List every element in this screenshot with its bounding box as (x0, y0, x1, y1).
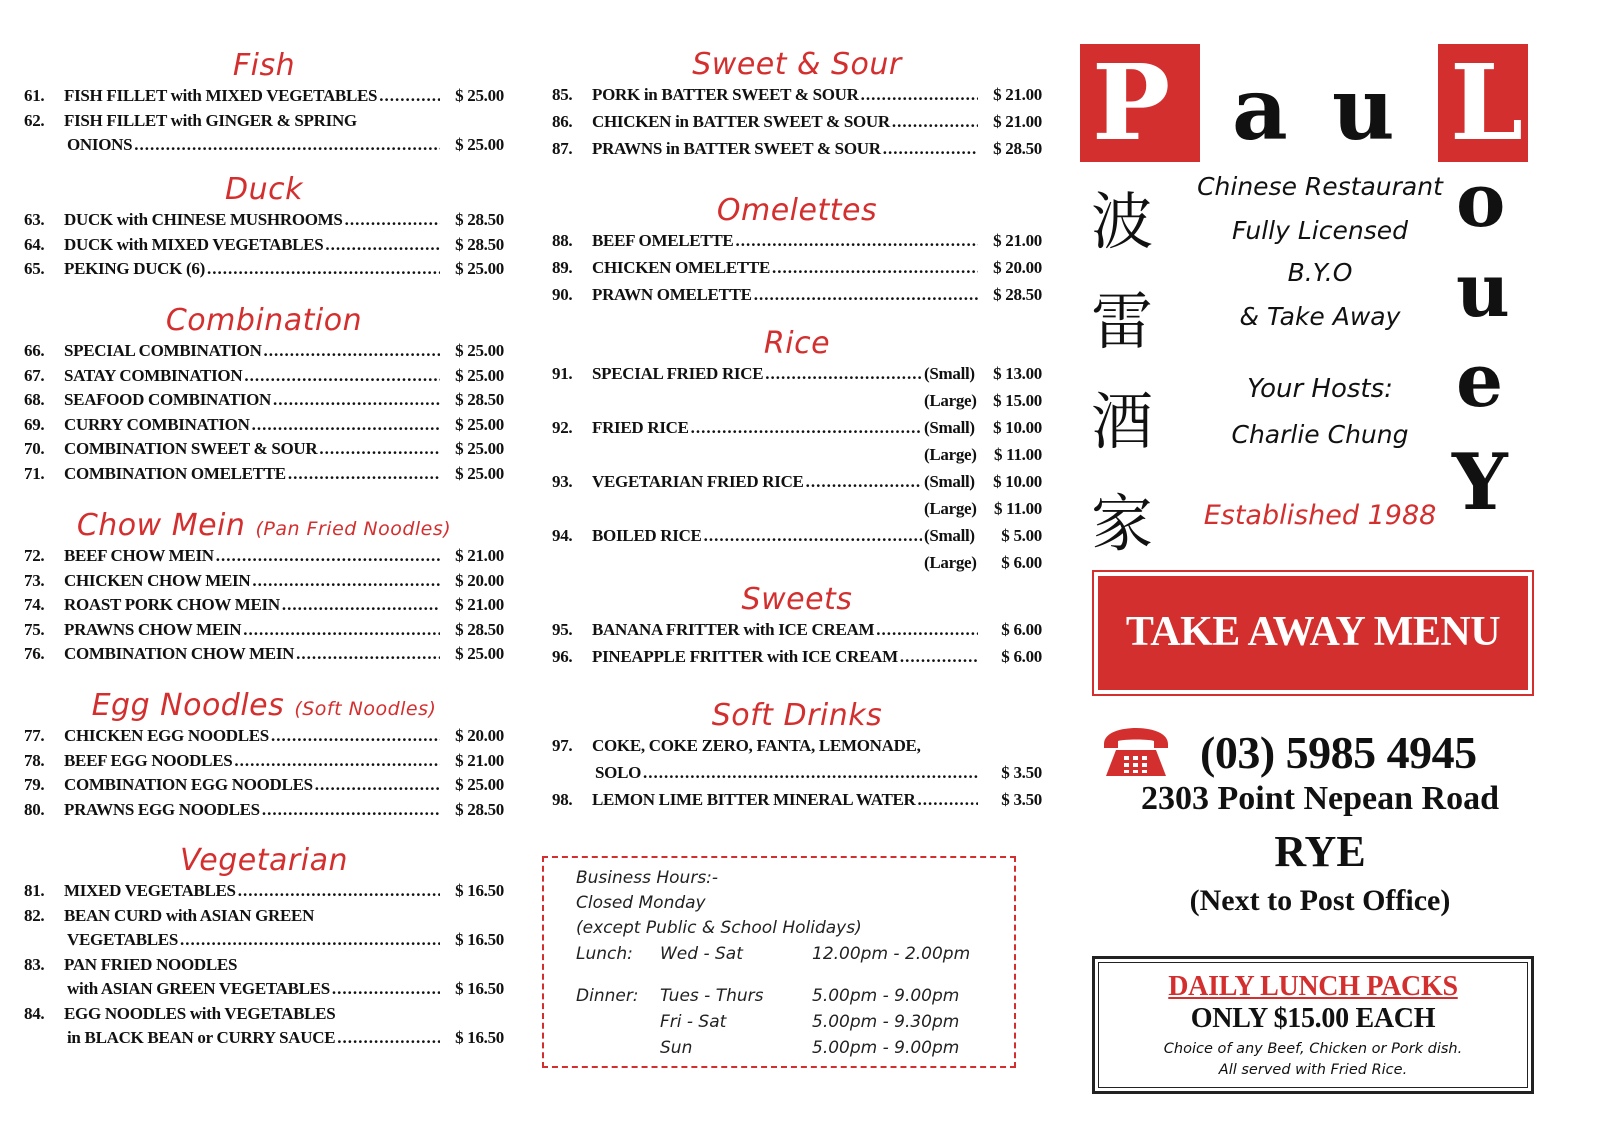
chinese-char: 波 (1090, 185, 1153, 258)
take-away-menu-banner (1092, 570, 1534, 696)
item-name: CURRY COMBINATION (64, 414, 250, 434)
leader-dots (772, 258, 978, 278)
item-name: LEMON LIME BITTER MINERAL WATER (592, 790, 916, 809)
leader-dots (207, 259, 440, 279)
item-price: $ 16.50 (455, 930, 504, 949)
item-price: $ 21.00 (455, 595, 504, 614)
phone-number[interactable]: (03) 5985 4945 (1200, 726, 1477, 778)
leader-dots (345, 210, 440, 230)
item-name: PRAWNS in BATTER SWEET & SOUR (592, 139, 881, 158)
item-price: $ 21.00 (993, 85, 1042, 104)
section-title: Duck (225, 172, 303, 207)
item-name: SPECIAL FRIED RICE (592, 364, 764, 383)
menu-item (24, 620, 504, 645)
hosts-label: Your Hosts: (1247, 374, 1393, 404)
leader-dots (325, 235, 440, 255)
menu-item (24, 800, 504, 825)
item-price: $ 20.00 (993, 258, 1042, 277)
leader-dots (216, 546, 440, 566)
brand-column (1090, 0, 1570, 1131)
hours-row (576, 941, 1014, 967)
item-price: $ 25.00 (455, 463, 504, 483)
item-price: $ 28.50 (455, 619, 504, 639)
menu-item (552, 258, 1042, 285)
item-number: 89. (552, 258, 573, 277)
item-size: (Small) (924, 472, 975, 491)
leader-dots (735, 231, 978, 251)
menu-item (24, 439, 504, 464)
item-name: EGG NOODLES with VEGETABLES (64, 1003, 336, 1023)
logo-letter-o: o (1456, 158, 1506, 244)
item-price: $ 25.00 (455, 414, 504, 434)
item-name: BEEF EGG NOODLES (64, 750, 233, 770)
section-title (24, 686, 504, 726)
section-soft-drinks (552, 696, 1042, 817)
logo-letter-a: a (1232, 59, 1288, 160)
item-number: 71. (24, 463, 45, 483)
section-title: Soft Drinks (711, 698, 883, 733)
item-number: 98. (552, 790, 573, 809)
hours-days: Wed - Sat (660, 944, 743, 964)
section-combination (24, 301, 504, 488)
section-title: Fish (232, 48, 296, 83)
hours-days: Fri - Sat (660, 1012, 727, 1032)
item-price: $ 6.00 (1001, 553, 1042, 572)
leader-dots (288, 464, 440, 484)
leader-dots (319, 439, 440, 459)
hours-row (576, 1009, 1014, 1035)
item-price: $ 28.50 (455, 390, 504, 409)
hours-label (576, 1009, 660, 1035)
menu-item (24, 341, 504, 366)
item-number: 61. (24, 86, 45, 105)
item-name: CHICKEN CHOW MEIN (64, 570, 251, 590)
menu-item (24, 1028, 504, 1053)
leader-dots (765, 364, 922, 384)
item-price: $ 3.50 (1001, 763, 1042, 782)
item-name: COMBINATION EGG NOODLES (64, 775, 313, 794)
section-title: Vegetarian (180, 843, 348, 878)
item-price: $ 5.00 (1001, 526, 1042, 545)
item-price: $ 16.50 (455, 1028, 504, 1047)
item-number: 74. (24, 595, 45, 614)
item-number: 77. (24, 726, 45, 745)
item-number: 83. (24, 954, 45, 974)
menu-item (24, 210, 504, 235)
item-name: PINEAPPLE FRITTER with ICE CREAM (592, 647, 898, 666)
item-name: in BLACK BEAN or CURRY SAUCE (67, 1028, 336, 1047)
item-number: 87. (552, 139, 573, 158)
menu-item (552, 445, 1042, 472)
item-name: PRAWNS CHOW MEIN (64, 619, 242, 639)
established-year: Established 1988 (1203, 500, 1437, 531)
item-name: DUCK with CHINESE MUSHROOMS (64, 210, 343, 229)
item-size: (Small) (924, 526, 975, 545)
item-price: $ 25.00 (455, 341, 504, 360)
item-price: $ 16.50 (455, 979, 504, 998)
hours-days: Sun (660, 1038, 693, 1058)
tagline-chinese-restaurant: Chinese Restaurant (1197, 172, 1443, 201)
item-number: 88. (552, 231, 573, 250)
item-number: 97. (552, 736, 573, 755)
item-price: $ 20.00 (455, 570, 504, 590)
item-name: BOILED RICE (592, 526, 702, 545)
item-name: FISH FILLET with MIXED VEGETABLES (64, 86, 378, 105)
menu-item (24, 751, 504, 776)
item-name: SPECIAL COMBINATION (64, 341, 262, 360)
item-price: $ 28.50 (993, 139, 1042, 158)
item-number: 73. (24, 570, 45, 590)
menu-item (24, 726, 504, 751)
hours-time: 5.00pm - 9.30pm (812, 1012, 960, 1032)
leader-dots (900, 647, 978, 667)
item-number: 70. (24, 439, 45, 458)
leader-dots (704, 526, 922, 546)
leader-dots (315, 775, 440, 795)
menu-item (552, 526, 1042, 553)
item-price: $ 3.50 (1001, 790, 1042, 809)
menu-item (552, 364, 1042, 391)
phone-row (1100, 722, 1540, 782)
item-price: $ 11.00 (994, 445, 1042, 464)
leader-dots (337, 1028, 440, 1048)
item-name: ONIONS (67, 135, 133, 154)
section-fish (24, 46, 504, 160)
item-price: $ 28.50 (455, 799, 504, 819)
address-town: RYE (1274, 827, 1366, 876)
item-size: (Large) (924, 499, 977, 518)
item-name: BANANA FRITTER with ICE CREAM (592, 620, 875, 639)
item-number: 80. (24, 799, 45, 819)
section-title: Omelettes (716, 193, 878, 228)
menu-item (24, 775, 504, 800)
item-name: ROAST PORK CHOW MEIN (64, 595, 280, 614)
tagline-byo: B.Y.O (1287, 258, 1353, 287)
menu-item (552, 472, 1042, 499)
menu-item (24, 955, 504, 980)
item-number: 81. (24, 881, 45, 900)
leader-dots (262, 800, 440, 820)
item-price: $ 6.00 (1001, 647, 1042, 666)
address-note: (Next to Post Office) (1189, 884, 1451, 917)
item-number: 90. (552, 285, 573, 304)
item-size: (Large) (924, 391, 977, 410)
menu-item (24, 390, 504, 415)
item-name: COMBINATION CHOW MEIN (64, 644, 295, 663)
leader-dots (918, 790, 978, 810)
leader-dots (861, 85, 978, 105)
chinese-char: 家 (1090, 487, 1153, 560)
section-title: Sweets (741, 582, 853, 617)
item-number: 75. (24, 619, 45, 639)
menu-item (24, 595, 504, 620)
item-number: 62. (24, 110, 45, 130)
leader-dots (252, 571, 440, 591)
leader-dots (296, 644, 440, 664)
item-name: SEAFOOD COMBINATION (64, 390, 271, 409)
item-price: $ 15.00 (993, 391, 1042, 410)
leader-dots (273, 390, 440, 410)
item-price: $ 10.00 (993, 418, 1042, 437)
item-number: 68. (24, 390, 45, 409)
item-price: $ 28.50 (455, 234, 504, 254)
hours-row (576, 1035, 1014, 1061)
item-price: $ 11.00 (994, 499, 1042, 518)
item-number: 65. (24, 259, 45, 278)
menu-item (24, 135, 504, 160)
item-number: 82. (24, 905, 45, 925)
tagline-take-away: & Take Away (1239, 302, 1401, 331)
leader-dots (876, 620, 978, 640)
item-number: 91. (552, 364, 573, 383)
logo-letter-u2: u (1456, 248, 1510, 334)
menu-item (552, 231, 1042, 258)
item-name: PRAWNS EGG NOODLES (64, 799, 260, 819)
lunch-packs-desc: All served with Fried Rice. (1218, 1062, 1408, 1078)
menu-item (552, 553, 1042, 580)
section-vegetarian (24, 841, 504, 1053)
item-name: COKE, COKE ZERO, FANTA, LEMONADE, (592, 736, 921, 755)
item-name: with ASIAN GREEN VEGETABLES (67, 979, 330, 998)
menu-item (24, 979, 504, 1004)
logo-letter-u: u (1332, 59, 1395, 160)
item-name: CHICKEN EGG NOODLES (64, 726, 269, 745)
item-size: (Large) (924, 445, 977, 464)
item-number: 96. (552, 647, 573, 666)
item-name: PAN FRIED NOODLES (64, 954, 238, 974)
menu-item (24, 930, 504, 955)
host-name: Charlie Chung (1231, 420, 1409, 449)
item-number: 72. (24, 546, 45, 565)
item-price: $ 13.00 (993, 364, 1042, 383)
item-name: BEEF CHOW MEIN (64, 546, 214, 565)
daily-lunch-packs-box (1092, 956, 1534, 1094)
item-price: $ 21.00 (455, 546, 504, 565)
leader-dots (282, 595, 440, 615)
menu-item (552, 736, 1042, 763)
menu-item (552, 112, 1042, 139)
menu-item (552, 647, 1042, 674)
section-omelettes (552, 191, 1042, 312)
hours-except: (except Public & School Holidays) (576, 918, 862, 938)
item-number: 63. (24, 210, 45, 229)
menu-item (552, 418, 1042, 445)
menu-item (24, 86, 504, 111)
item-price: $ 25.00 (455, 365, 504, 385)
section-title: Sweet & Sour (692, 47, 902, 82)
hours-label (576, 1035, 660, 1061)
item-number: 93. (552, 472, 573, 491)
item-number: 86. (552, 112, 573, 131)
leader-dots (234, 751, 440, 771)
menu-item (24, 906, 504, 931)
item-number: 64. (24, 234, 45, 254)
item-number: 94. (552, 526, 573, 545)
item-name: PRAWN OMELETTE (592, 285, 752, 304)
item-name: FRIED RICE (592, 418, 689, 437)
telephone-icon (1100, 724, 1172, 780)
item-name: COMBINATION SWEET & SOUR (64, 439, 318, 458)
leader-dots (180, 930, 440, 950)
menu-item (552, 499, 1042, 526)
hours-time: 12.00pm - 2.00pm (812, 944, 971, 964)
menu-item (24, 881, 504, 906)
item-name: DUCK with MIXED VEGETABLES (64, 234, 324, 254)
hours-row (576, 983, 1014, 1009)
leader-dots (806, 472, 922, 492)
item-price: $ 6.00 (1001, 620, 1042, 639)
section-title: Rice (763, 326, 831, 361)
item-size: (Small) (924, 364, 975, 383)
item-number: 69. (24, 414, 45, 434)
leader-dots (691, 418, 922, 438)
leader-dots (264, 341, 440, 361)
item-price: $ 25.00 (455, 775, 504, 794)
menu-item (24, 546, 504, 571)
hours-closed: Closed Monday (576, 893, 706, 913)
menu-item (24, 415, 504, 440)
hours-time: 5.00pm - 9.00pm (812, 1038, 960, 1058)
menu-item (24, 235, 504, 260)
tagline-licensed: Fully Licensed (1232, 216, 1408, 245)
menu-item (552, 139, 1042, 166)
item-price: $ 28.50 (993, 285, 1042, 304)
address-street: 2303 Point Nepean Road (1141, 780, 1499, 817)
section-title-main: Egg Noodles (91, 688, 285, 723)
menu-item (552, 285, 1042, 312)
menu-item (24, 1004, 504, 1029)
section-subtitle: (Pan Fried Noodles) (255, 518, 452, 540)
item-number: 85. (552, 85, 573, 104)
section-subtitle: (Soft Noodles) (294, 698, 437, 720)
item-price: $ 16.50 (455, 881, 504, 900)
item-name: CHICKEN in BATTER SWEET & SOUR (592, 112, 890, 131)
business-hours-box (542, 856, 1016, 1068)
leader-dots (252, 415, 440, 435)
item-size: (Small) (924, 418, 975, 437)
item-name: BEEF OMELETTE (592, 231, 734, 250)
item-size: (Large) (924, 553, 977, 572)
item-price: $ 25.00 (455, 259, 504, 278)
logo-letter-p: P (1092, 41, 1171, 164)
logo-letter-y: Y (1452, 437, 1508, 528)
section-sweet-sour (552, 45, 1042, 166)
lunch-packs-desc: Choice of any Beef, Chicken or Pork dish. (1163, 1041, 1463, 1057)
item-number: 92. (552, 418, 573, 437)
item-name: COMBINATION OMELETTE (64, 463, 286, 483)
menu-item (24, 366, 504, 391)
section-egg-noodles (24, 686, 504, 824)
item-price: $ 25.00 (455, 86, 504, 105)
leader-dots (244, 366, 440, 386)
lunch-packs-price: ONLY $15.00 EACH (1190, 1003, 1436, 1034)
leader-dots (754, 285, 978, 305)
logo-letter-l: L (1450, 41, 1524, 164)
item-name: SOLO (595, 763, 642, 782)
leader-dots (243, 620, 440, 640)
item-name: CHICKEN OMELETTE (592, 258, 770, 277)
menu-item (552, 85, 1042, 112)
take-away-menu-title: TAKE AWAY MENU (1098, 576, 1528, 690)
item-number: 67. (24, 365, 45, 385)
item-price: $ 21.00 (993, 112, 1042, 131)
menu-item (552, 763, 1042, 790)
item-number: 95. (552, 620, 573, 639)
menu-item (552, 391, 1042, 418)
item-price: $ 21.00 (455, 750, 504, 770)
item-number: 84. (24, 1003, 45, 1023)
leader-dots (134, 135, 440, 155)
menu-item (24, 111, 504, 136)
item-name: MIXED VEGETABLES (64, 881, 236, 900)
leader-dots (643, 763, 978, 783)
section-chow-mein (24, 506, 504, 669)
leader-dots (892, 112, 978, 132)
chinese-char: 酒 (1090, 385, 1153, 458)
section-title (24, 506, 504, 546)
item-price: $ 28.50 (455, 210, 504, 229)
item-price: $ 25.00 (455, 135, 504, 154)
item-number: 78. (24, 750, 45, 770)
item-name: BEAN CURD with ASIAN GREEN (64, 905, 315, 925)
menu-item (552, 620, 1042, 647)
hours-title: Business Hours:- (576, 868, 719, 888)
leader-dots (271, 726, 440, 746)
item-price: $ 20.00 (455, 726, 504, 745)
item-name: FISH FILLET with GINGER & SPRING (64, 110, 357, 130)
item-name: VEGETARIAN FRIED RICE (592, 472, 804, 491)
leader-dots (883, 139, 978, 159)
section-duck (24, 170, 504, 284)
item-number: 76. (24, 644, 45, 663)
leader-dots (238, 881, 440, 901)
item-number: 66. (24, 341, 45, 360)
lunch-packs-title: DAILY LUNCH PACKS (1168, 971, 1458, 1002)
menu-item (24, 464, 504, 489)
item-price: $ 25.00 (455, 439, 504, 458)
hours-days: Tues - Thurs (660, 986, 764, 1006)
item-name: PORK in BATTER SWEET & SOUR (592, 85, 859, 104)
leader-dots (379, 86, 440, 106)
section-sweets (552, 580, 1042, 674)
item-number: 79. (24, 775, 45, 794)
menu-item (552, 790, 1042, 817)
item-name: VEGETABLES (67, 930, 179, 949)
chinese-char: 雷 (1090, 285, 1153, 358)
item-price: $ 21.00 (993, 231, 1042, 250)
section-title: Combination (165, 303, 363, 338)
section-title-main: Chow Mein (76, 508, 246, 543)
section-rice (552, 324, 1042, 580)
hours-time: 5.00pm - 9.00pm (812, 986, 960, 1006)
leader-dots (332, 979, 440, 999)
logo-letter-e: e (1456, 338, 1504, 424)
item-name: SATAY COMBINATION (64, 365, 243, 385)
item-price: $ 25.00 (455, 644, 504, 663)
item-name: PEKING DUCK (6) (64, 259, 205, 278)
hours-label: Dinner: (576, 986, 639, 1006)
menu-item (24, 571, 504, 596)
menu-item (24, 259, 504, 284)
item-price: $ 10.00 (993, 472, 1042, 491)
hours-label: Lunch: (576, 944, 633, 964)
menu-item (24, 644, 504, 669)
